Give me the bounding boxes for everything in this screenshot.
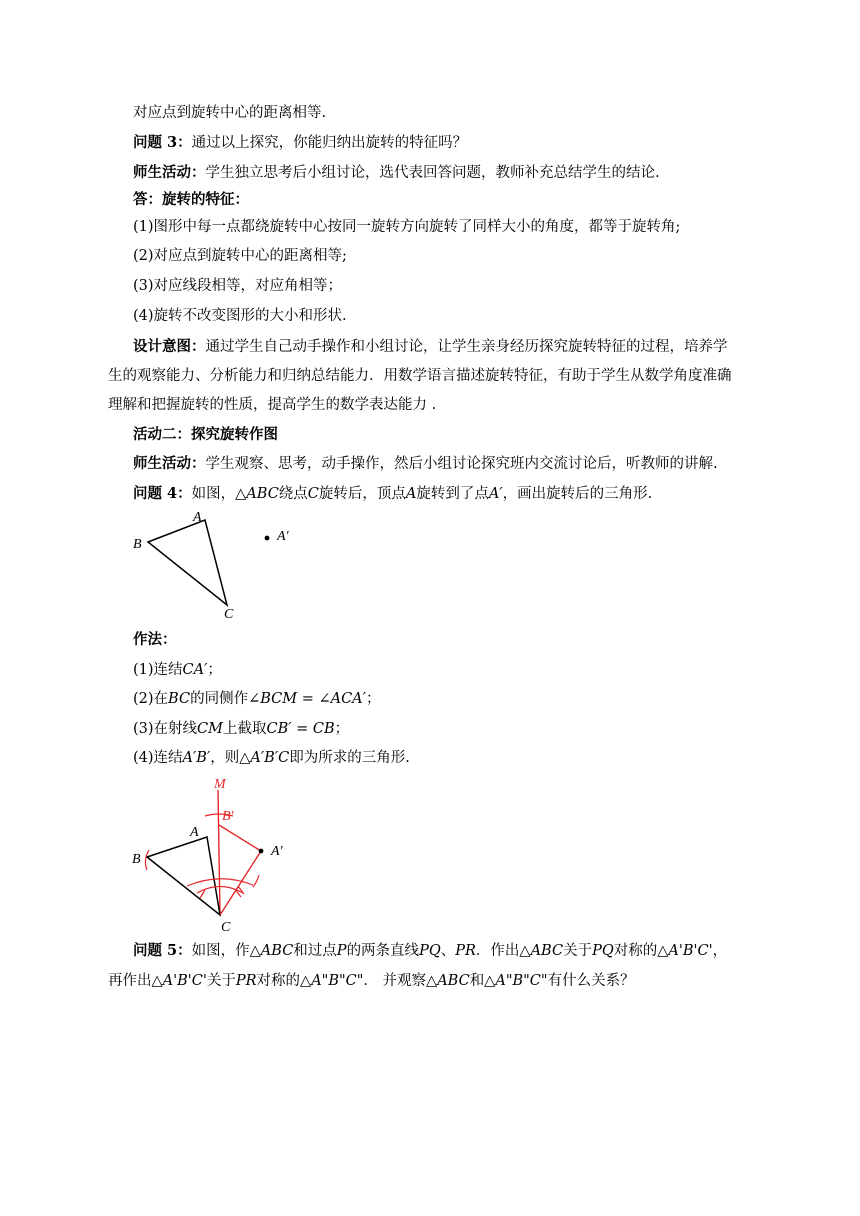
activity-note-2: [133, 454, 760, 474]
question-5-line-1: [133, 941, 760, 961]
q5-text: ． 并观察△: [363, 973, 438, 989]
label-c: C: [224, 607, 234, 622]
question-5-line-2: [108, 971, 760, 991]
label-m: M: [214, 777, 226, 792]
label-c: C: [221, 920, 231, 935]
answer-title: 答：旋转的特征：: [133, 191, 249, 208]
q5-math: ABC: [437, 973, 470, 989]
step-text: 即为所求的三角形.: [289, 750, 410, 766]
q5-math: ABC: [260, 943, 294, 959]
label-a: A: [190, 825, 199, 840]
q4-point: A: [405, 486, 417, 502]
activity-note-1-label: 师生活动：: [133, 164, 206, 181]
triangle-abc: [147, 837, 220, 915]
q5-math: A'B'C': [162, 973, 207, 989]
q4-point: A′: [488, 486, 503, 502]
step-3: [133, 719, 760, 739]
label-b-prime: B′: [222, 809, 234, 824]
activity-note-1-text: 学生独立思考后小组讨论，选代表回答问题，教师补充总结学生的结论.: [205, 165, 660, 181]
q5-text: 关于: [206, 973, 236, 989]
question-3: [133, 133, 760, 153]
step-math: CA′: [182, 662, 208, 678]
feature-4: (4)旋转不改变图形的大小和形状.: [133, 308, 347, 324]
label-a: A: [193, 510, 202, 525]
q5-text: 有什么关系？: [547, 973, 635, 989]
design-intent-line-2: 生的观察能力、分析能力和归纳总结能力．用数学语言描述旋转特征，有助于学生从数学角度准确: [108, 368, 732, 384]
tick-mark: [238, 886, 244, 894]
question-4-label: 问题 4：: [133, 485, 192, 502]
label-a-prime: A′: [277, 529, 289, 544]
step-math: A′B′C: [250, 750, 290, 766]
q4-point: C: [307, 486, 319, 502]
q5-text: ，: [712, 943, 728, 959]
q5-math: A"B"C": [495, 973, 548, 989]
q5-math: A'B'C': [668, 943, 713, 959]
step-text: ；: [365, 691, 381, 707]
question-5-label: 问题 5：: [133, 942, 192, 959]
feature-1: (1)图形中每一点都绕旋转中心按同一旋转方向旋转了同样大小的角度，都等于旋转角;: [133, 219, 681, 235]
question-3-label: 问题 3：: [133, 134, 192, 151]
q4-text: 旋转后，顶点: [318, 486, 406, 502]
q4-text: 绕点: [278, 486, 308, 502]
step-text: 上截取: [223, 721, 267, 737]
activity-note-2-text: 学生观察、思考，动手操作，然后小组讨论探究班内交流讨论后，听教师的讲解.: [205, 456, 718, 472]
design-intent-line-3: 理解和把握旋转的性质，提高学生的数学表达能力 .: [108, 397, 437, 413]
point-a-prime: [259, 849, 264, 854]
step-math: BC: [168, 691, 191, 707]
q5-math: P: [336, 943, 347, 959]
design-intent-text-1: 通过学生自己动手操作和小组讨论，让学生亲身经历探究旋转特征的过程，培养学: [205, 339, 728, 355]
figure-rotation-construction: [125, 772, 315, 937]
point-a-prime: [265, 536, 270, 541]
q5-text: 和过点: [293, 943, 337, 959]
step-text: ；: [207, 662, 222, 678]
q4-text: 如图，△: [191, 486, 247, 502]
paragraph-distance: 对应点到旋转中心的距离相等.: [133, 105, 327, 121]
q5-text: 如图，作△: [191, 943, 261, 959]
q5-math: PR: [235, 973, 257, 989]
ray-cm: [218, 790, 220, 915]
activity-note-1: [133, 163, 760, 183]
q5-text: 再作出△: [108, 973, 163, 989]
arc-segment: [253, 875, 259, 887]
step-text: (4)连结: [133, 750, 183, 766]
arc-at-b: [145, 850, 149, 870]
step-math: A′B′: [182, 750, 211, 766]
step-text: ；: [334, 721, 350, 737]
step-text: 的同侧作: [190, 691, 249, 707]
q5-math: A"B"C": [311, 973, 364, 989]
step-text: (2)在: [133, 691, 169, 707]
feature-2: (2)对应点到旋转中心的距离相等;: [133, 248, 347, 264]
q5-text: ．作出△: [475, 943, 531, 959]
step-math: CB′ = CB: [266, 721, 335, 737]
feature-3: (3)对应线段相等，对应角相等；: [133, 278, 343, 294]
q5-text: 、: [440, 943, 456, 959]
step-text: (3)在射线: [133, 721, 198, 737]
label-b: B: [132, 852, 141, 867]
step-4: [133, 748, 760, 768]
q5-math: ABC: [530, 943, 564, 959]
step-text: ，则△: [210, 750, 251, 766]
q5-math: PQ: [419, 943, 441, 959]
activity-note-2-label: 师生活动：: [133, 455, 206, 472]
question-3-text: 通过以上探究，你能归纳出旋转的特征吗？: [191, 135, 468, 151]
question-4: [133, 484, 760, 504]
segment-a-prime-b-prime: [219, 825, 261, 851]
q4-text: ，画出旋转后的三角形.: [502, 486, 653, 502]
figure-triangle-abc: [125, 505, 315, 625]
q4-text: 旋转到了点: [416, 486, 489, 502]
q5-math: PQ: [592, 943, 614, 959]
q5-text: 和△: [469, 973, 496, 989]
q5-text: 对称的△: [613, 943, 669, 959]
step-math: CM: [197, 721, 223, 737]
label-b: B: [133, 537, 142, 552]
q4-triangle: ABC: [246, 486, 279, 502]
q5-text: 对称的△: [256, 973, 312, 989]
q5-math: PR: [455, 943, 476, 959]
q5-text: 的两条直线: [346, 943, 420, 959]
label-a-prime: A′: [271, 844, 283, 859]
step-math: ∠BCM = ∠ACA′: [248, 691, 366, 707]
step-text: (1)连结: [133, 662, 183, 678]
step-2: [133, 689, 760, 709]
design-intent-label: 设计意图：: [133, 338, 206, 355]
triangle-abc: [148, 520, 227, 605]
activity-2-title: 活动二：探究旋转作图: [133, 426, 278, 443]
step-1: [133, 660, 760, 680]
segment-c-a-prime: [220, 851, 261, 915]
design-intent-line-1: [133, 337, 760, 357]
method-title: 作法：: [133, 631, 177, 648]
q5-text: 关于: [563, 943, 593, 959]
